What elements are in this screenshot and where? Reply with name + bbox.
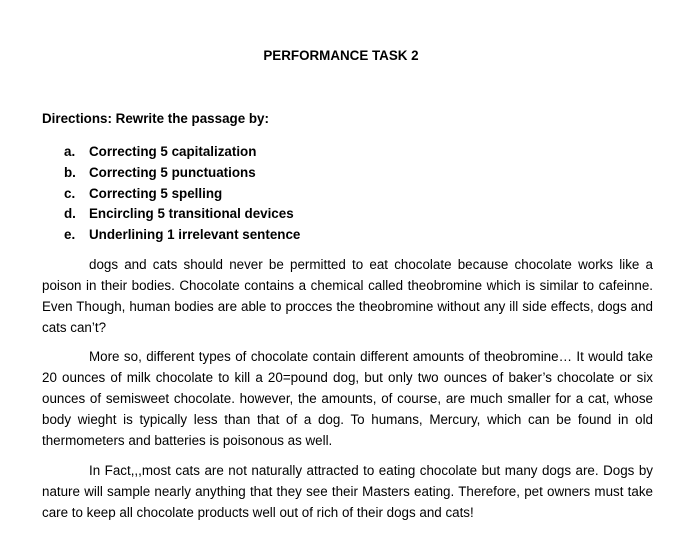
list-item-letter: d. — [64, 206, 76, 222]
list-item-text: Correcting 5 punctuations — [89, 164, 256, 180]
list-item-letter: a. — [64, 144, 76, 159]
page-title: PERFORMANCE TASK 2 — [263, 48, 419, 63]
passage-paragraph-2: More so, different types of chocolate contain different amounts of theobromine… It would take 20 ounces of milk chocolate to kill a 20=pound dog, but only two ounces of baker’s chocolate or six ounces of semisweet chocolate. however, the amounts, of course, are much smaller for a cat, whose body wieght is typically less than that of a dog. To humans, Mercury, which can be found in old thermometers and batteries is poisonous as well. — [42, 349, 653, 448]
list-item-text: Correcting 5 spelling — [89, 185, 223, 201]
list-item-letter: b. — [64, 164, 76, 180]
list-item-letter: e. — [64, 227, 76, 243]
list-item-text: Correcting 5 capitalization — [89, 144, 257, 159]
list-item — [64, 163, 300, 184]
directions-heading: Directions: Rewrite the passage by: — [42, 111, 269, 126]
list-item — [64, 225, 300, 246]
task-list — [64, 142, 300, 246]
list-item-text: Underlining 1 irrelevant sentence — [89, 227, 301, 243]
list-item — [64, 142, 300, 163]
list-item-text: Encircling 5 transitional devices — [89, 206, 294, 222]
passage-paragraph-1: dogs and cats should never be permitted to eat chocolate because chocolate works like a poison in their bodies. Chocolate contains a chemical called theobromine which is similar to cafeinne. Even Though, human bodies are able to procces the theobromine without any ill side effects, dogs and cats can’t? — [42, 257, 653, 335]
list-item — [64, 184, 300, 205]
list-item — [64, 204, 300, 225]
passage-paragraph-3: In Fact,,,most cats are not naturally attracted to eating chocolate but many dogs are. Dogs by nature will sample nearly anything that they see their Masters eating. Therefore, pet owners must take care to keep all chocolate products well out of rich of their dogs and cats! — [42, 463, 653, 520]
list-item-letter: c. — [64, 185, 76, 201]
